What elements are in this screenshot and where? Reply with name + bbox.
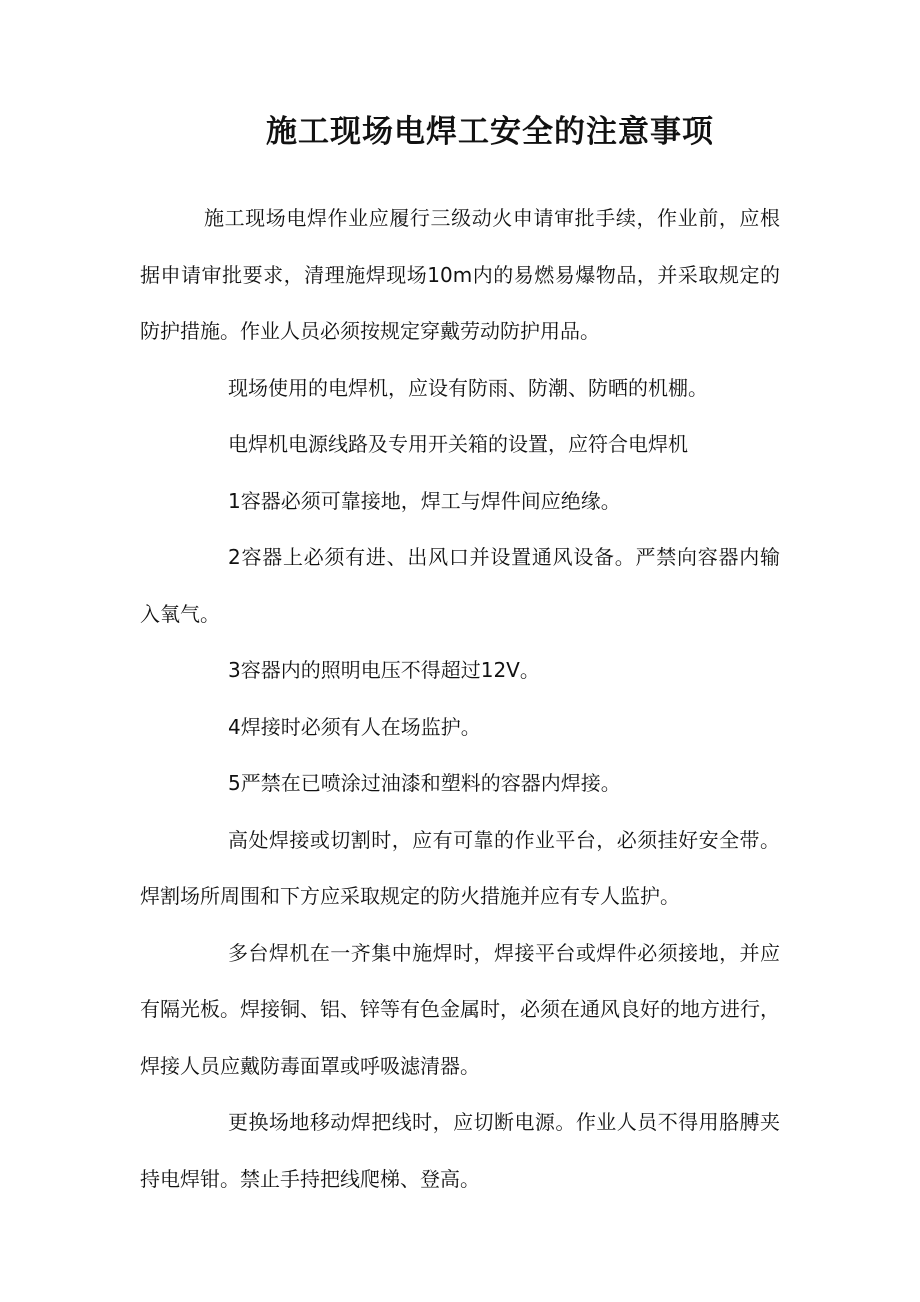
paragraph-item-4: 4焊接时必须有人在场监护。 bbox=[228, 714, 481, 739]
document-title: 施工现场电焊工安全的注意事项 bbox=[266, 114, 714, 150]
document-body bbox=[140, 190, 780, 1207]
paragraph-multiple-welders: 多台焊机在一齐集中施焊时，焊接平台或焊件必须接地，并应有隔光板。焊接铜、铝、锌等有色金属时，必须在通风良好的地方进行，焊接人员应戴防毒面罩或呼吸滤清器。 bbox=[140, 940, 780, 1078]
paragraph-high-altitude: 高处焊接或切割时，应有可靠的作业平台，必须挂好安全带。焊割场所周围和下方应采取规定的防火措施并应有专人监护。 bbox=[140, 827, 780, 908]
paragraph-moving-lines: 更换场地移动焊把线时，应切断电源。作业人员不得用胳膊夹持电焊钳。禁止手持把线爬梯、登高。 bbox=[140, 1110, 780, 1191]
paragraph-item-3: 3容器内的照明电压不得超过12V。 bbox=[228, 658, 540, 682]
paragraph-item-1: 1容器必须可靠接地，焊工与焊件间应绝缘。 bbox=[228, 488, 621, 513]
paragraph-machine-shed: 现场使用的电焊机，应设有防雨、防潮、防晒的机棚。 bbox=[228, 375, 708, 400]
paragraph-power-line: 电焊机电源线路及专用开关箱的设置，应符合电焊机 bbox=[228, 432, 688, 456]
paragraph-item-5: 5严禁在已喷涂过油漆和塑料的容器内焊接。 bbox=[228, 771, 621, 795]
paragraph-intro: 施工现场电焊作业应履行三级动火申请审批手续，作业前，应根据申请审批要求，清理施焊现场10m内的易燃易爆物品，并采取规定的防护措施。作业人员必须按规定穿戴劳动防护用品。 bbox=[140, 206, 780, 343]
paragraph-item-2: 2容器上必须有进、出风口并设置通风设备。严禁向容器内输入氧气。 bbox=[140, 545, 780, 626]
